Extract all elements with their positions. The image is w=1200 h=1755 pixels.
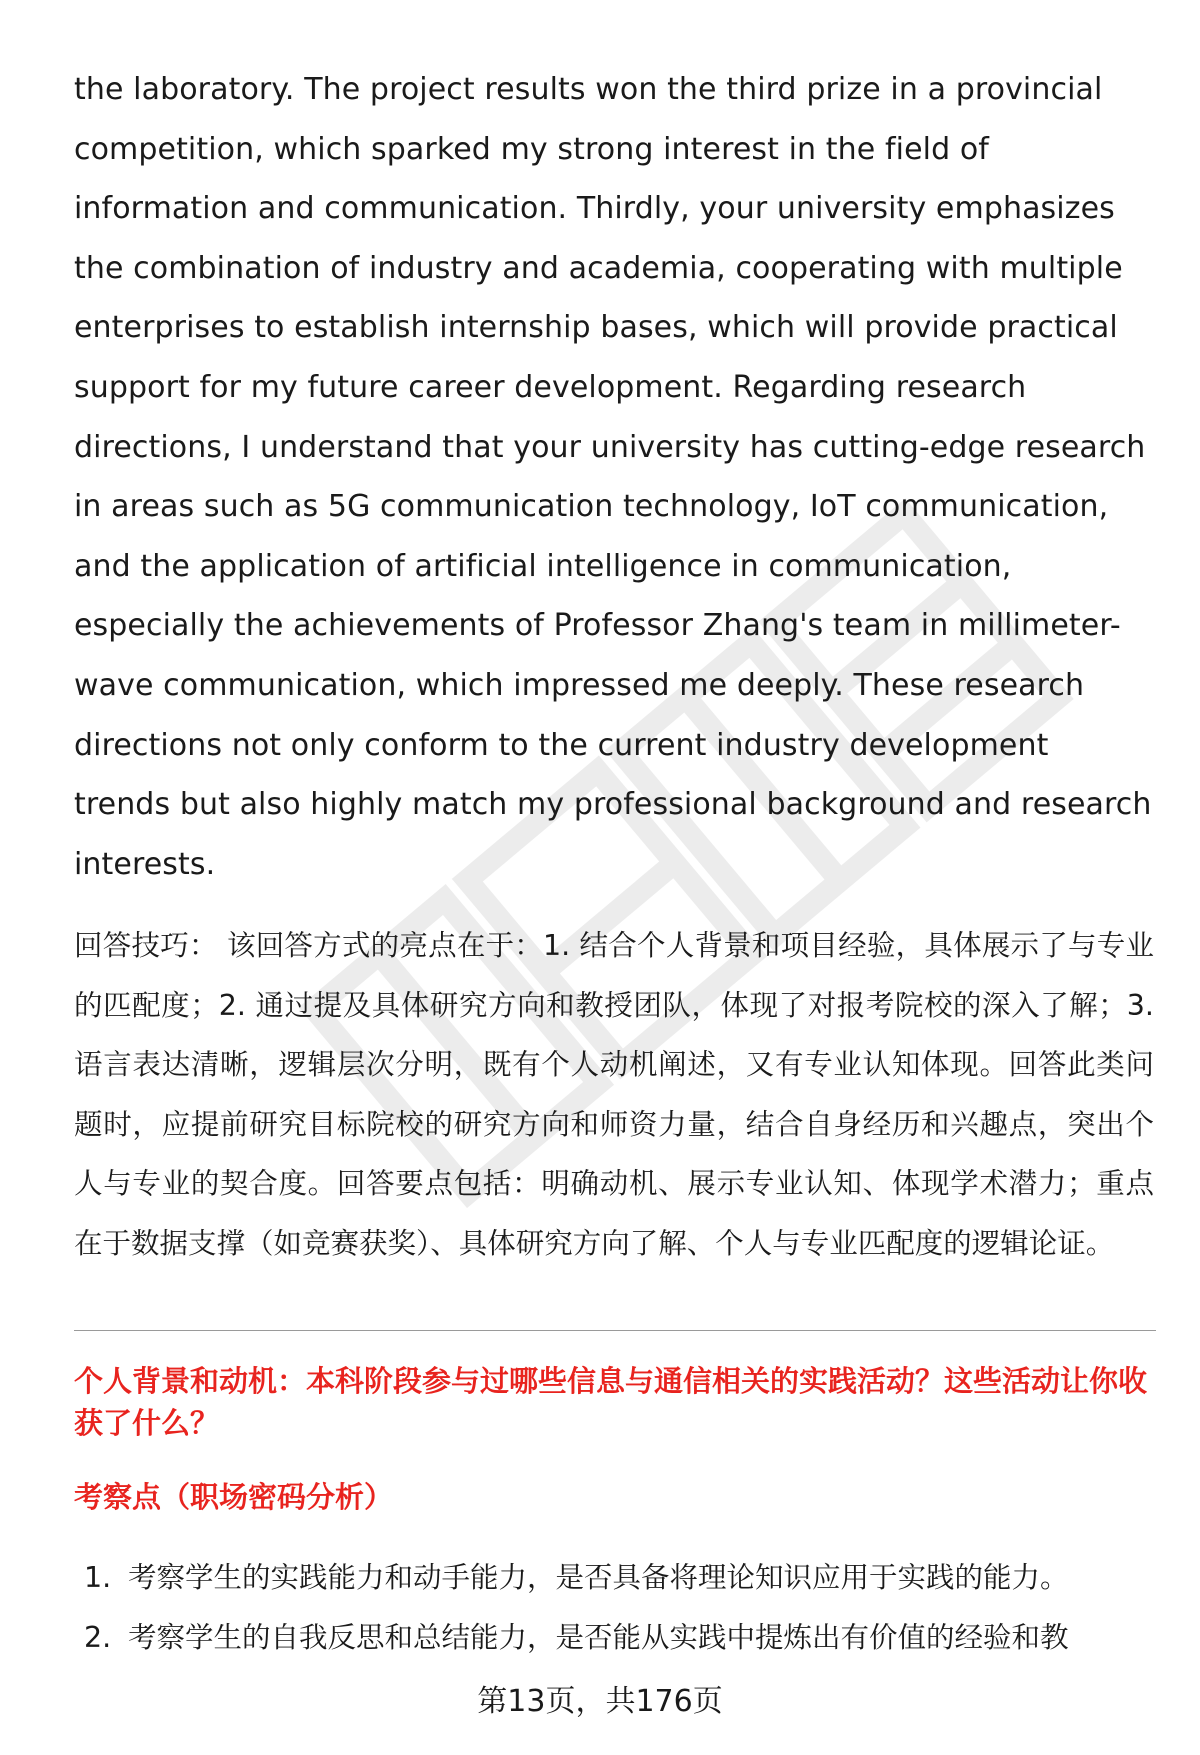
question-title: 个人背景和动机：本科阶段参与过哪些信息与通信相关的实践活动？这些活动让你收获了什么？ [74,1364,1148,1440]
page-number-footer: 第13页，共176页 [0,1678,1200,1726]
list-item-text: 考察学生的自我反思和总结能力，是否能从实践中提炼出有价值的经验和教 [128,1620,1069,1654]
list-item-text: 考察学生的实践能力和动手能力，是否具备将理论知识应用于实践的能力。 [128,1561,1069,1594]
section-divider [74,1330,1156,1331]
assessment-points-list [84,1548,1154,1667]
assessment-points-heading: 考察点（职场密码分析） [74,1480,394,1514]
list-item-number: 2. [84,1620,112,1654]
answer-tips-paragraph: 回答技巧： 该回答方式的亮点在于：1. 结合个人背景和项目经验，具体展示了与专业的匹配度；2. 通过提及具体研究方向和教授团队，体现了对报考院校的深入了解；3. 语言表达清晰，逻辑层次分明，既有个人动机阐述，又有专业认知体现。回答此类问题时，应提前研究目标院校的研究方向和师资力量，结合自身经历和兴趣点，突出个人与专业的契合度。回答要点包括：明确动机、展示专业认知、体现学术潜力；重点在于数据支撑（如竞赛获奖）、具体研究方向了解、个人与专业匹配度的逻辑论证。 [74,929,1154,1260]
list-item [84,1608,1154,1668]
english-answer-paragraph: the laboratory. The project results won the third prize in a provincial competition, which sparked my strong interest in the field of information and communication. Thirdly, your university emphasizes the combination of industry and academia, cooperating with multiple enterprises to establish internship bases, which will provide practical support for my future career development. Regarding research directions, I understand that your university has cutting-edge research in areas such as 5G communication technology, IoT communication, and the application of artificial intelligence in communication, especially the achievements of Professor Zhang's team in millimeter-wave communication, which impressed me deeply. These research directions not only conform to the current industry development trends but also highly match my professional background and research interests. [74,72,1152,882]
document-body [74,60,1154,1273]
list-item-number: 1. [84,1561,112,1594]
list-item [84,1548,1154,1608]
